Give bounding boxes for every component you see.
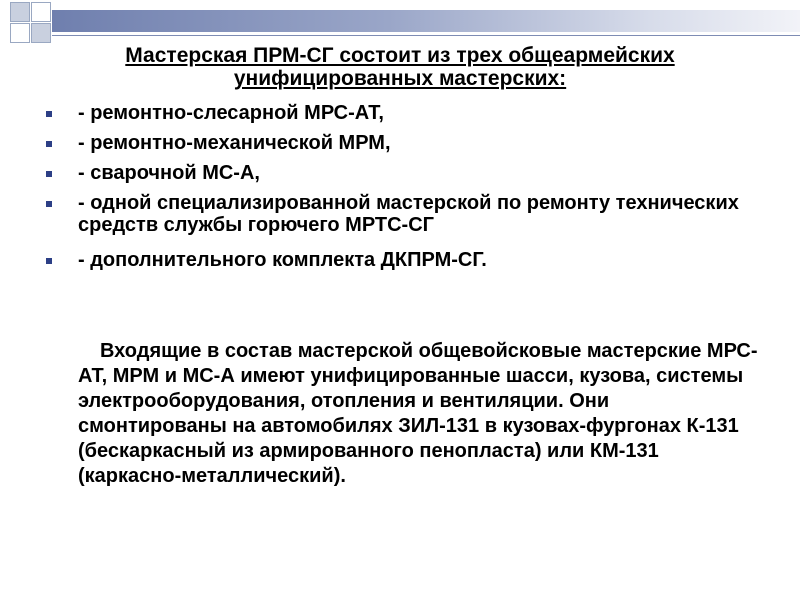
list-item [40,249,760,271]
list-item [40,192,760,236]
bullet-text: - сварочной МС-А, [78,162,260,184]
square-bullet-icon [46,141,52,147]
bullet-text: - ремонтно-слесарной МРС-АТ, [78,102,384,124]
bullet-text: - дополнительного комплекта ДКПРМ-СГ. [78,249,487,271]
bullet-text: - ремонтно-механической МРМ, [78,132,391,154]
slide-title: Мастерская ПРМ-СГ состоит из трех общеармейских унифицированных мастерских: [125,44,675,90]
square-bullet-icon [46,201,52,207]
bullet-list [40,102,760,279]
header-divider [52,35,800,36]
bullet-text: - одной специализированной мастерской по ремонту технических средств службы горючего МРТС-СГ [78,192,739,236]
decor-square-icon [31,2,51,22]
list-item [40,132,760,154]
body-paragraph: Входящие в состав мастерской общевойсковые мастерские МРС-АТ, МРМ и МС-А имеют унифицированные шасси, кузова, системы электрооборудования, отопления и вентиляции. Они смонтированы на автомобилях ЗИЛ-131 в кузовах-фургонах К-131 (бескаркасный из армированного пенопласта) или КМ-131 (каркасно-металлический). [78,340,758,487]
decor-square-icon [10,23,30,43]
list-item [40,102,760,124]
header-gradient-band [52,10,800,32]
decor-square-icon [31,23,51,43]
decor-square-icon [10,2,30,22]
square-bullet-icon [46,111,52,117]
list-item [40,162,760,184]
square-bullet-icon [46,258,52,264]
square-bullet-icon [46,171,52,177]
